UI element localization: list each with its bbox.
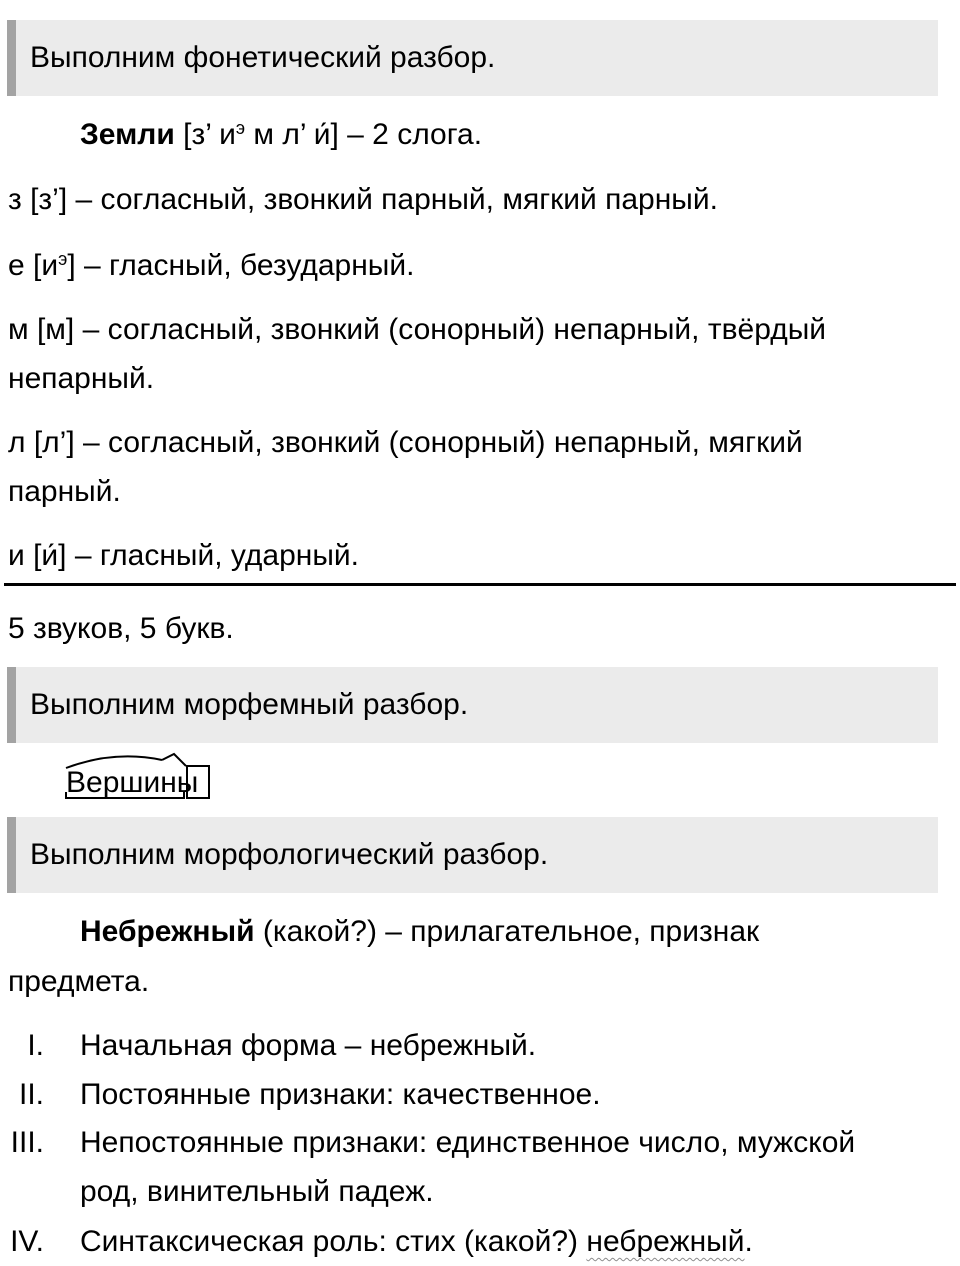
transcription-text-a: [з’ и: [174, 118, 236, 151]
banner-title: Выполним морфологический разбор.: [30, 838, 549, 871]
section-banner-phonetic: [7, 20, 938, 96]
transcription-text-b: м л’ и́] – 2 слога.: [245, 118, 483, 151]
sound-line-l-2: парный.: [8, 475, 121, 508]
sound-e-a: е [и: [8, 249, 59, 282]
spellcheck-underlined-word: небрежный: [586, 1225, 745, 1258]
list-number: II.: [18, 1078, 44, 1111]
list-number: I.: [27, 1029, 44, 1062]
sound-line-m-1: м [м] – согласный, звонкий (сонорный) непарный, твёрдый: [8, 313, 827, 346]
list-text: Постоянные признаки: качественное.: [80, 1078, 601, 1111]
sound-line-m-2: непарный.: [8, 362, 155, 395]
question-text: (какой?) – прилагательное, признак: [254, 915, 760, 948]
morpheme-word: Вершины: [66, 766, 199, 799]
sound-e-sup: э: [58, 249, 68, 269]
suffix-caret: [162, 754, 186, 766]
banner-title: Выполним морфемный разбор.: [30, 688, 469, 721]
divider-line: [4, 583, 956, 586]
list-text-main: Синтаксическая роль: стих (какой?): [80, 1225, 587, 1258]
word-bold: Земли: [80, 118, 175, 151]
list-text-tail: .: [744, 1225, 753, 1258]
list-item-continuation: [80, 1177, 434, 1207]
sound-line-l-1: л [л’] – согласный, звонкий (сонорный) непарный, мягкий: [8, 426, 803, 459]
transcription-line: [80, 119, 482, 150]
summary-line: 5 звуков, 5 букв.: [8, 612, 234, 645]
transcription-superscript: э: [235, 118, 246, 138]
list-text: Непостоянные признаки: единственное число, мужской: [80, 1126, 856, 1159]
sound-line-e: [8, 250, 414, 281]
banner-title: Выполним фонетический разбор.: [30, 41, 496, 74]
list-text: Начальная форма – небрежный.: [80, 1029, 537, 1062]
word-bold: Небрежный: [80, 915, 255, 948]
section-banner-morphemic: [7, 667, 938, 743]
list-text: [80, 1227, 753, 1257]
list-number: IV.: [10, 1225, 44, 1258]
morph-word-line: [80, 917, 759, 947]
list-text: род, винительный падеж.: [80, 1175, 434, 1208]
morpheme-diagram: [64, 752, 224, 808]
morph-word-line-2: предмета.: [8, 965, 150, 998]
sound-line-z: з [з’] – согласный, звонкий парный, мягкий парный.: [8, 183, 718, 216]
sound-line-i: и [и́] – гласный, ударный.: [8, 539, 360, 572]
sound-e-b: ] – гласный, безударный.: [67, 249, 415, 282]
list-number: III.: [10, 1126, 44, 1159]
section-banner-morphological: [7, 817, 938, 893]
